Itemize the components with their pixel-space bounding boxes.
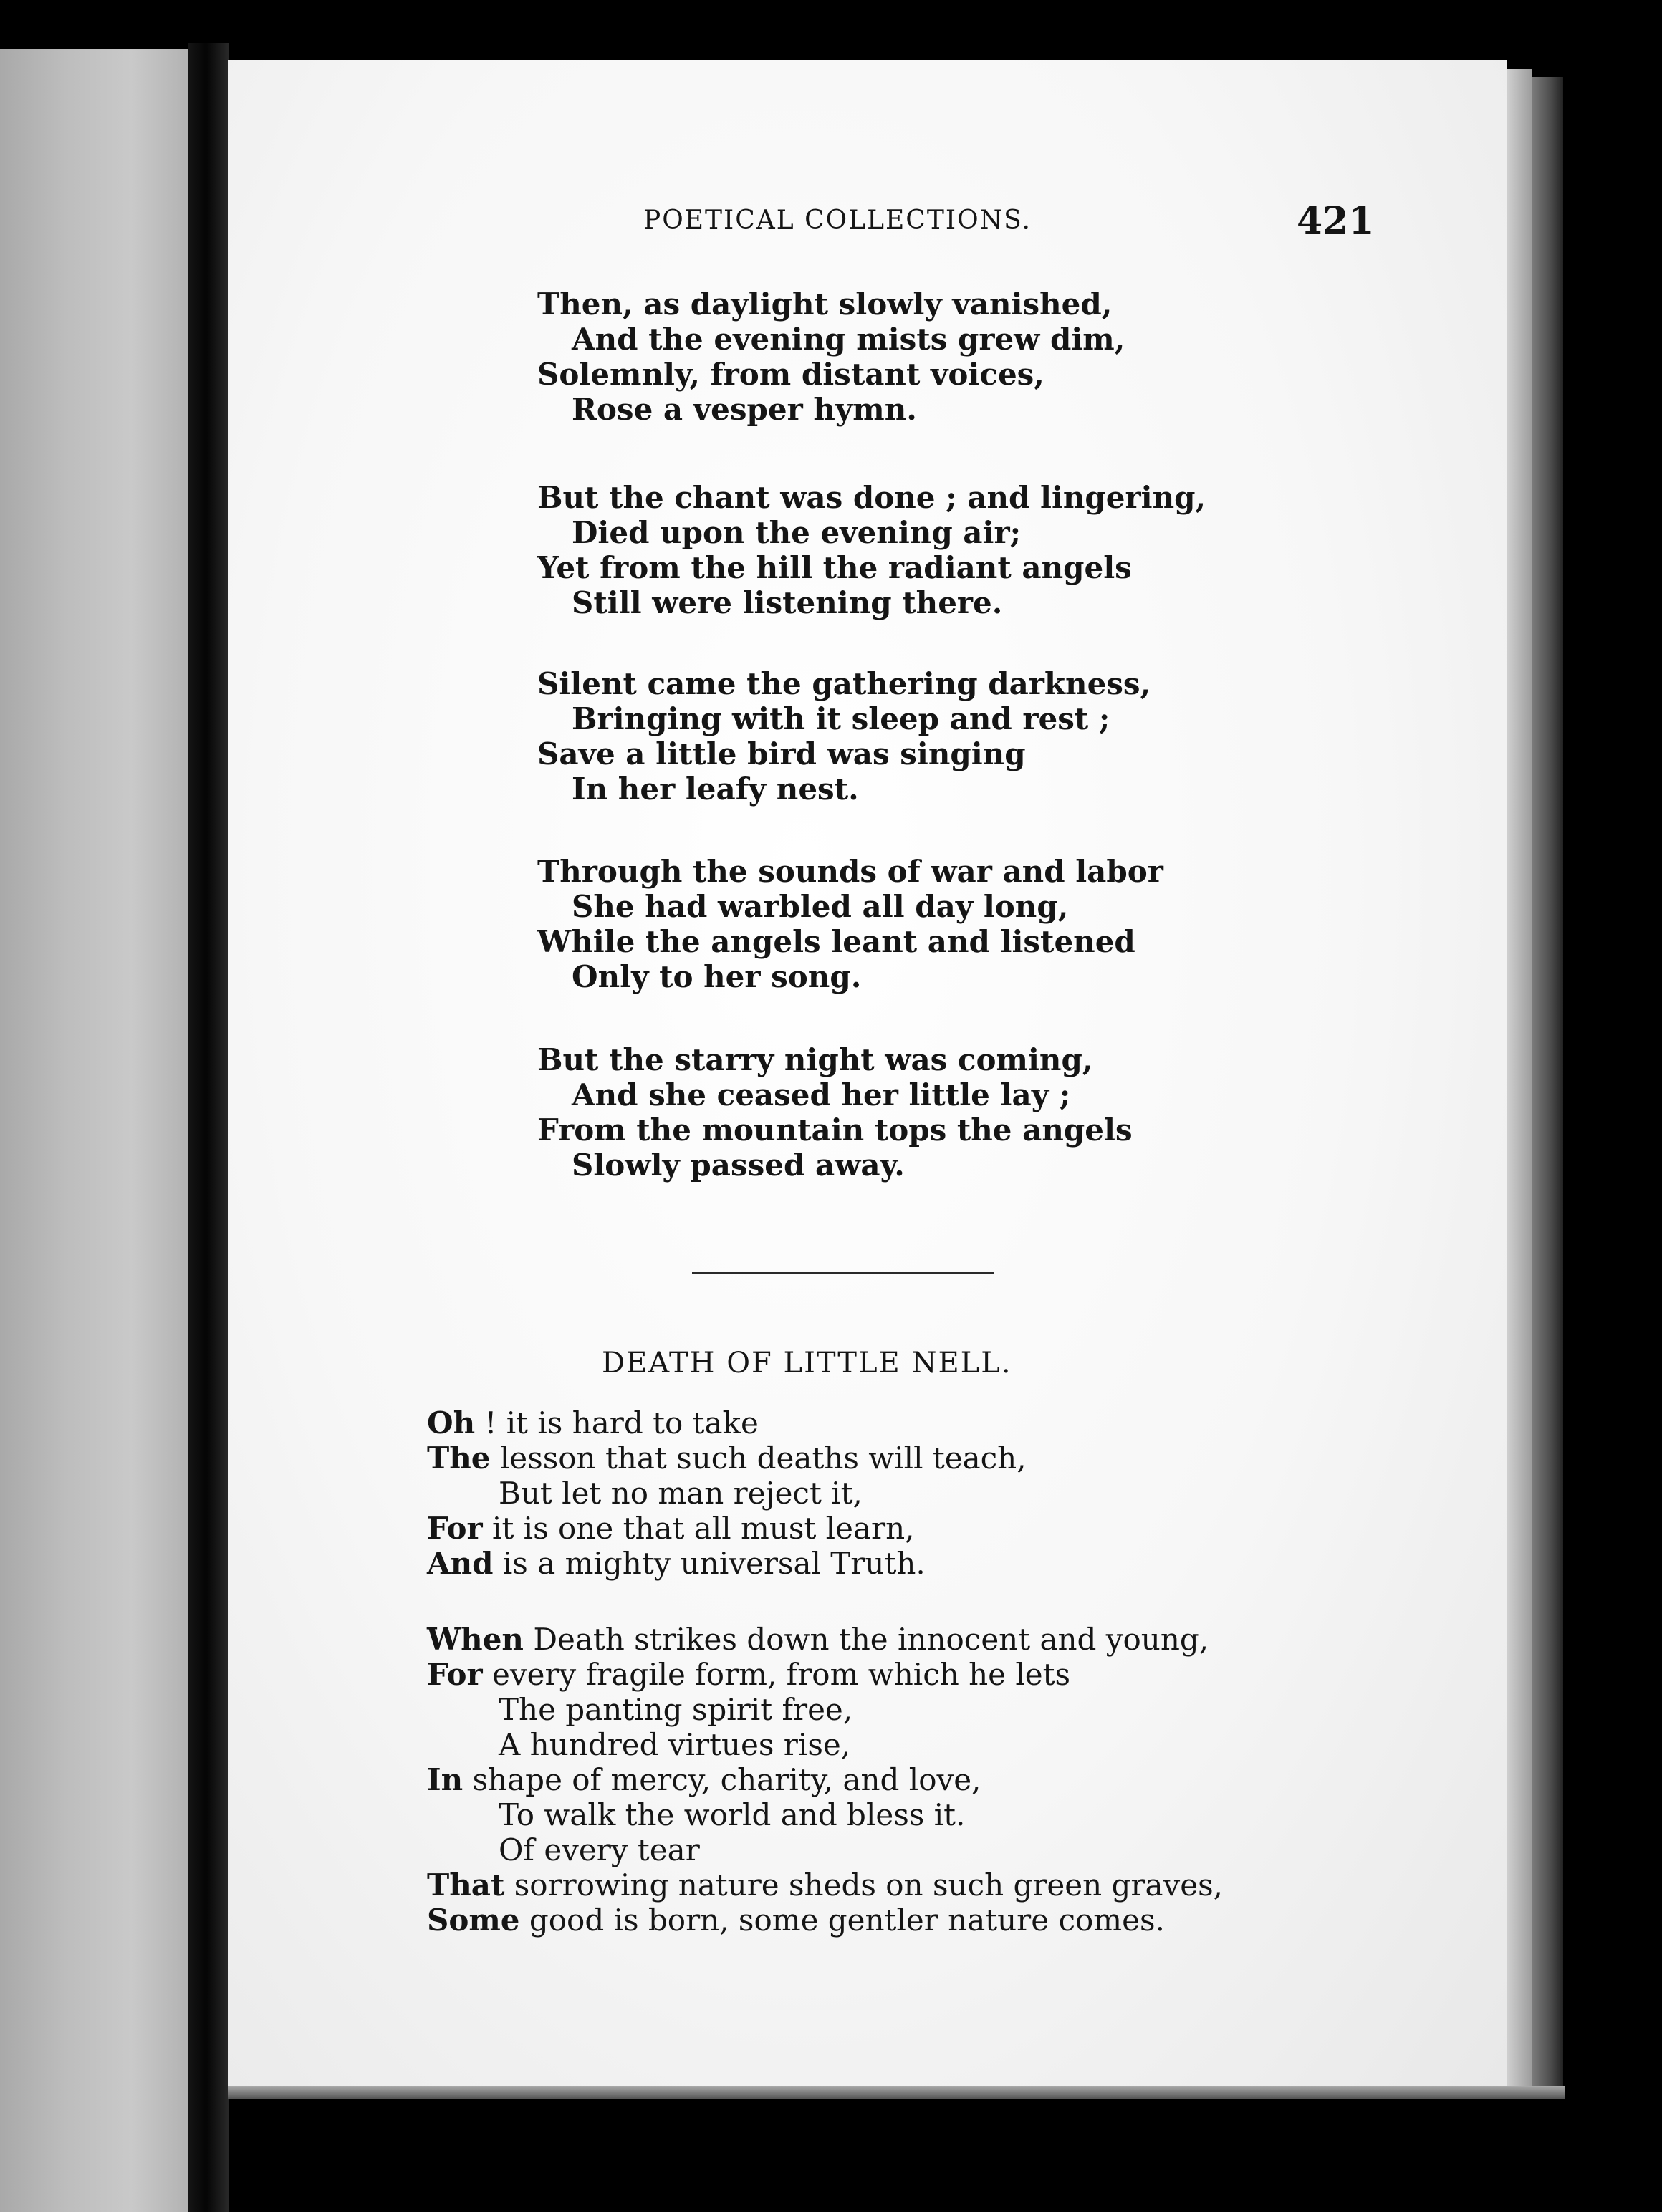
- line-text: is a mighty universal Truth.: [493, 1546, 926, 1581]
- line-lead-word: When: [427, 1622, 524, 1657]
- poem-line: From the mountain tops the angels: [537, 1112, 1133, 1148]
- prose-line: [499, 1727, 850, 1762]
- line-lead-word: Some: [427, 1903, 520, 1938]
- line-lead-word: In: [427, 1762, 463, 1797]
- poem-line: She had warbled all day long,: [572, 889, 1069, 924]
- line-text: every fragile form, from which he lets: [482, 1657, 1071, 1692]
- poem-line: Still were listening there.: [572, 585, 1003, 620]
- prose-line: [427, 1405, 759, 1441]
- poem-line: Then, as daylight slowly vanished,: [537, 287, 1113, 322]
- poem-line: But the starry night was coming,: [537, 1042, 1093, 1077]
- book-cover-edge: [1532, 77, 1563, 2087]
- prose-line: [427, 1511, 914, 1546]
- line-text: it is one that all must learn,: [482, 1511, 915, 1546]
- prose-line: [499, 1797, 965, 1832]
- line-text: Death strikes down the innocent and young,: [523, 1622, 1209, 1657]
- poem-line: And she ceased her little lay ;: [572, 1077, 1071, 1112]
- page-number: 421: [1297, 199, 1375, 243]
- prose-line: [499, 1692, 852, 1727]
- poem-line: Rose a vesper hymn.: [572, 392, 917, 427]
- poem-line: Yet from the hill the radiant angels: [537, 550, 1132, 585]
- poem-line: In her leafy nest.: [572, 771, 859, 807]
- poem-line: Slowly passed away.: [572, 1148, 905, 1183]
- prose-line: [499, 1832, 700, 1867]
- line-lead-word: That: [427, 1867, 505, 1903]
- prose-line: [427, 1441, 1027, 1476]
- line-lead-word: And: [427, 1546, 494, 1581]
- line-text: To walk the world and bless it.: [499, 1797, 966, 1832]
- page-bottom-edge: [228, 2086, 1565, 2099]
- line-lead-word: The: [427, 1441, 491, 1476]
- poem-line: Only to her song.: [572, 959, 862, 994]
- poem-line: But the chant was done ; and lingering,: [537, 480, 1206, 515]
- running-header: POETICAL COLLECTIONS.: [643, 206, 1032, 235]
- book-gutter: [188, 43, 229, 2212]
- line-text: Of every tear: [499, 1832, 700, 1867]
- poem-line: And the evening mists grew dim,: [572, 322, 1125, 357]
- line-text: good is born, some gentler nature comes.: [519, 1903, 1165, 1938]
- prose-line: [499, 1476, 863, 1511]
- facing-page-edge: [0, 49, 188, 2212]
- poem-line: Died upon the evening air;: [572, 515, 1022, 550]
- line-text: ! it is hard to take: [475, 1405, 759, 1441]
- section-separator-rule: [692, 1272, 994, 1274]
- section-title: DEATH OF LITTLE NELL.: [602, 1347, 1012, 1380]
- line-text: sorrowing nature sheds on such green graves,: [504, 1867, 1224, 1903]
- page-stack-edge: [1507, 69, 1532, 2093]
- line-lead-word: For: [427, 1657, 483, 1692]
- prose-line: [427, 1622, 1209, 1657]
- prose-line: [427, 1867, 1223, 1903]
- poem-line: While the angels leant and listened: [537, 924, 1135, 959]
- prose-line: [427, 1546, 926, 1581]
- poem-line: Bringing with it sleep and rest ;: [572, 701, 1110, 736]
- poem-line: Silent came the gathering darkness,: [537, 666, 1151, 701]
- line-text: But let no man reject it,: [499, 1476, 863, 1511]
- line-text: The panting spirit free,: [499, 1692, 853, 1727]
- line-text: shape of mercy, charity, and love,: [463, 1762, 981, 1797]
- prose-line: [427, 1762, 981, 1797]
- line-lead-word: Oh: [427, 1405, 476, 1441]
- poem-line: Solemnly, from distant voices,: [537, 357, 1044, 392]
- line-text: lesson that such deaths will teach,: [490, 1441, 1027, 1476]
- prose-line: [427, 1903, 1165, 1938]
- poem-line: Through the sounds of war and labor: [537, 854, 1163, 889]
- line-text: A hundred virtues rise,: [499, 1727, 851, 1762]
- prose-line: [427, 1657, 1070, 1692]
- line-lead-word: For: [427, 1511, 483, 1546]
- poem-line: Save a little bird was singing: [537, 736, 1026, 771]
